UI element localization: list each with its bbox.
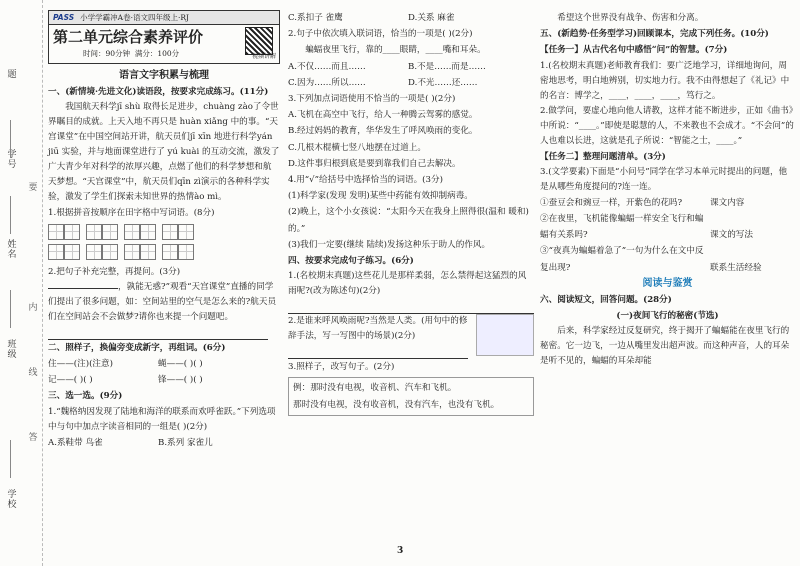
margin-label-student-no: 学号 [7, 150, 17, 170]
option-a[interactable]: A.系鞋带 鸟雀 [48, 437, 103, 448]
example-box [288, 377, 534, 415]
question-1-2: 2.把句子补充完整，再提问。(3分) [48, 266, 181, 277]
match-question-1[interactable]: ①蚕豆会和豌豆一样，开紫色的花吗? [540, 197, 683, 208]
tianzige-grid-row [48, 244, 280, 260]
question-3-title: 三、选一选。(9分) [48, 391, 123, 402]
section-heading: 语言文字积累与梳理 [119, 70, 209, 81]
column-3 [540, 10, 795, 369]
illustration-image [476, 314, 534, 356]
radical-example: 住——(注)(注意) [48, 359, 113, 370]
margin-fill-line [10, 440, 12, 478]
match-answer-2[interactable]: 课文的写法 [710, 230, 753, 241]
margin-label-school: 学校 [7, 490, 17, 510]
task-1-title: 【任务一】从古代名句中感悟“问”的智慧。(7分) [540, 45, 728, 56]
pass-logo: PASS [53, 13, 75, 22]
option-c[interactable]: C.系扣子 雀鹰 [288, 13, 343, 23]
option-d[interactable]: D.这件事归根到底是要到靠我们自己去解决。 [288, 158, 461, 169]
question-3-4-b[interactable]: (2)晚上，这个小女孩说：“太阳今天在我身上照得很(温和 暖和)的。” [288, 207, 529, 234]
question-4-1: 1.(名校期末真题)这些花儿是那样柔弱，怎么禁得起这猛烈的风雨呢?(改为陈述句)(2分) [288, 271, 527, 297]
radical-item[interactable]: 蝇——( )( ) [158, 359, 203, 370]
tianzige-cell[interactable] [86, 224, 102, 240]
question-3-1: 1.“魏格纳因发现了陆地和海洋的联系而欢呼雀跃。”下列选项中与句中加点字读音相同的一组是( )(2分) [48, 406, 276, 432]
tianzige-cell[interactable] [124, 244, 140, 260]
task-2-title: 【任务二】整理问题清单。(3分) [540, 151, 666, 162]
tianzige-grid-row [48, 224, 280, 240]
series-name: 小学学霸冲A卷·语文四年级上·RJ [80, 13, 189, 22]
task-2-q3: 3.(文学要素)下面是“小问号”同学在学习本单元时提出的问题，他是从哪些角度提问的?连一连。 [540, 166, 788, 192]
margin-label-top: 题 [7, 70, 17, 80]
margin-cut-1: 要 [28, 183, 38, 193]
tianzige-cell[interactable] [64, 224, 80, 240]
tianzige-cell[interactable] [162, 224, 178, 240]
qr-code-icon[interactable] [245, 27, 273, 55]
answer-blank[interactable] [48, 288, 118, 289]
radical-item[interactable]: 记——( )( ) [48, 375, 93, 386]
question-4-2: 2.是谁来呼风唤雨呢?当然是人类。(用句中的修辞手法，写一写图中的场景)(2分) [288, 316, 468, 342]
question-1-1: 1.根据拼音按顺序在田字格中写词语。(8分) [48, 208, 215, 219]
match-question-2[interactable]: ②在夜里，飞机能像蝙蝠一样安全飞行和蝙蝠有关系吗? [540, 214, 704, 241]
question-5-title: 五、(新趋势·任务型学习)回顾课本，完成下列任务。(10分) [540, 29, 769, 40]
tianzige-cell[interactable] [64, 244, 80, 260]
tianzige-cell[interactable] [48, 244, 64, 260]
exam-time: 时间：90分钟 [83, 49, 131, 58]
option-d[interactable]: D.关系 麻雀 [408, 13, 455, 23]
margin-fill-line [10, 290, 12, 328]
tianzige-cell[interactable] [162, 244, 178, 260]
margin-cut-3: 线 [28, 368, 38, 378]
passage-title: (一)夜间飞行的秘密(节选) [616, 311, 719, 322]
match-row[interactable] [540, 211, 795, 243]
passage-text: 后来，科学家经过反复研究，终于揭开了蝙蝠能在夜里飞行的秘密。它一边飞，一边从嘴里发出超声波。而这种声音，人的耳朵是听不见的，蝙蝠的耳朵却能 [540, 326, 790, 367]
tianzige-cell[interactable] [178, 224, 194, 240]
option-a[interactable]: A.不仅……而且…… [288, 61, 366, 72]
tianzige-cell[interactable] [140, 224, 156, 240]
tianzige-cell[interactable] [48, 224, 64, 240]
question-6-title: 六、阅读短文，回答问题。(28分) [540, 295, 672, 306]
margin-fill-line [10, 196, 12, 234]
qr-label: 视频讲解 [251, 53, 276, 60]
question-1-title: 一、(新情境·先进文化)读语段，按要求完成练习。(11分) [48, 87, 269, 98]
margin-cut-4: 答 [28, 433, 38, 443]
option-b[interactable]: B.不是……而是…… [408, 61, 486, 72]
reading-section-heading: 阅读与鉴赏 [642, 277, 693, 289]
continued-text: 希望这个世界没有战争、伤害和分离。 [557, 13, 704, 23]
option-b[interactable]: B.系列 家雀儿 [158, 437, 213, 448]
match-row[interactable] [540, 243, 795, 275]
page-number: 3 [397, 546, 404, 556]
margin-label-name: 姓名 [7, 240, 17, 260]
example-line-1: 例：那时没有电视，收音机、汽车和飞机。 [293, 383, 457, 394]
margin-cut-2: 内 [28, 303, 38, 313]
tianzige-cell[interactable] [124, 224, 140, 240]
tianzige-cell[interactable] [140, 244, 156, 260]
match-row[interactable] [540, 195, 795, 211]
question-4-title: 四、按要求完成句子练习。(6分) [288, 256, 414, 267]
tianzige-cell[interactable] [102, 224, 118, 240]
question-2-title: 二、照样子，换偏旁变成新字，再组词。(6分) [48, 342, 226, 353]
exam-score: 满分：100分 [134, 49, 180, 58]
option-c[interactable]: C.因为……所以…… [288, 77, 366, 88]
match-answer-1[interactable]: 课文内容 [710, 197, 745, 208]
option-b[interactable]: B.经过妈妈的教育，华华发生了呼风唤雨的变化。 [288, 126, 478, 137]
answer-line[interactable] [48, 325, 268, 340]
example-line-2: 那时没有电视，没有收音机，没有汽车，也没有飞机。 [293, 399, 500, 410]
tianzige-cell[interactable] [178, 244, 194, 260]
question-3-2-sentence: 蝙蝠夜里飞行，靠的____眼睛，____嘴和耳朵。 [305, 45, 486, 56]
question-3-4-c[interactable]: (3)我们一定要(继续 陆续)发扬这种乐于助人的作风。 [288, 239, 491, 250]
match-answer-3[interactable]: 联系生活经验 [710, 262, 762, 273]
question-1-2-text: ，孰能无惑?”观看“天宫课堂”直播的同学们提出了很多问题，如：空间站里的空气是怎么来的?航天员们在空间站会不会做梦?请你也来提一个问题吧。 [48, 281, 277, 322]
question-1-passage: 我国航天科学jī shù 取得长足进步，chuàng zào了令世界瞩目的成就。上天入地不再只是 huàn xiǎng 中的事。“天宫课堂”在中国空间站开讲，航天员们jī xīn 地进行科学yán jiū 实验，并与地面课堂进行了 yú kuài 的互动交流，激发了广大青少年对科学的浓厚兴趣，点燃了他们的科学梦想和航天梦想。“天宫课堂”中，航天员们qīn zì演示的各种科学实验，激发了学生们探索未知世界的热情ào mì。 [48, 102, 280, 203]
column-2 [288, 10, 534, 416]
match-question-3[interactable]: ③“夜真为蝙蝠着急了”一句为什么在文中反复出现? [540, 246, 704, 273]
question-3-3: 3.下列加点词语使用不恰当的一项是( )(2分) [288, 94, 456, 105]
answer-line[interactable] [288, 299, 534, 314]
tianzige-cell[interactable] [102, 244, 118, 260]
radical-item[interactable]: 锋——( )( ) [158, 375, 203, 386]
question-4-3: 3.照样子，改写句子。(2分) [288, 362, 395, 373]
tianzige-cell[interactable] [86, 244, 102, 260]
margin-fill-line [10, 120, 12, 158]
question-3-4-a[interactable]: (1)科学家(发现 发明)某些中药能有效抑制病毒。 [288, 191, 473, 202]
task-1-q1[interactable]: 1.(名校期末真题)老师教育我们：要广泛地学习，详细地询问，周密地思考，明白地辨别，切实地力行。我不由得想起了《礼记》中的名言：博学之，____，____，____，笃行之。 [540, 60, 790, 101]
answer-line[interactable] [288, 344, 468, 359]
page-title: 第二单元综合素养评价 [53, 28, 204, 46]
question-3-4: 4.用“√”给括号中选择恰当的词语。(3分) [288, 175, 443, 186]
header-box [48, 10, 280, 64]
column-1 [48, 10, 280, 451]
header-strip [49, 11, 279, 25]
exam-meta [83, 48, 179, 60]
option-a[interactable]: A.飞机在高空中飞行，给人一种腾云驾雾的感觉。 [288, 110, 478, 121]
task-1-q2[interactable]: 2.做学问，要虚心地向他人请教，这样才能不断进步，正如《曲书》中所说：“____。”即使是聪慧的人，不来教也不会成才。“不会问”的人也难以长进，这就是孔子所说：“智能之士，____。” [540, 105, 794, 146]
question-3-2: 2.句子中依次填入联词语，恰当的一项是( )(2分) [288, 29, 473, 40]
binding-margin [0, 0, 43, 566]
margin-label-class: 班级 [7, 340, 17, 360]
option-d[interactable]: D.不光……还…… [408, 77, 478, 88]
option-c[interactable]: C.几根木棍横七竖八地摆在过道上。 [288, 142, 426, 153]
